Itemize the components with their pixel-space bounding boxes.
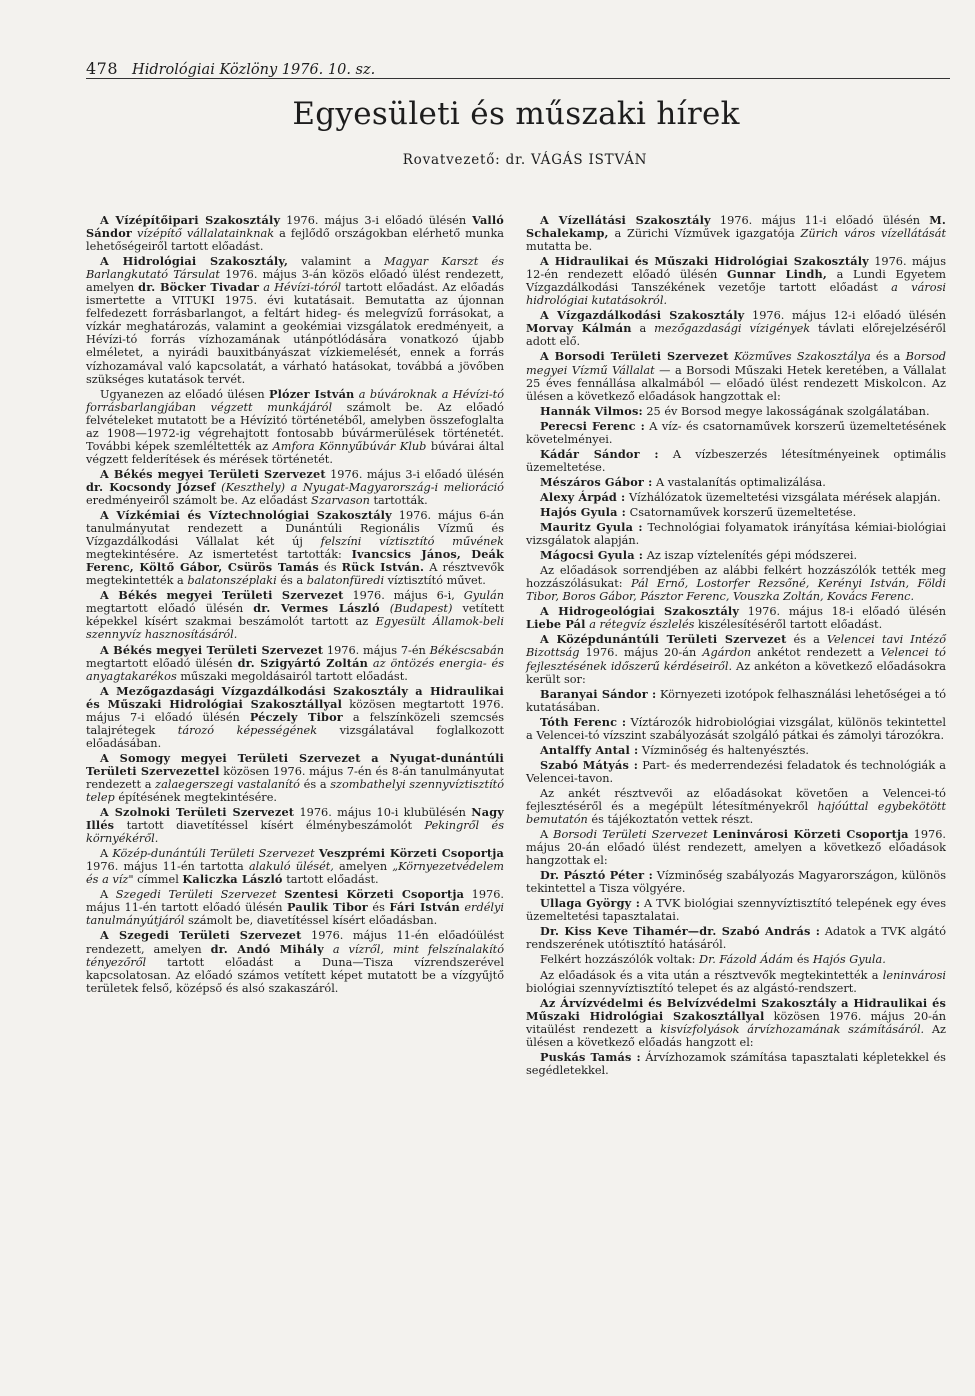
text-run: megtartott előadó ülésén (86, 656, 238, 670)
text-run: valamint a (288, 255, 385, 269)
text-run: Csatornaművek korszerű üzemeltetése. (626, 505, 857, 519)
text-run: Víztározók hidrobiológiai vizsgálat, különös tekintettel a Velencei-tó vízszint szabályozását szolgáló pátkai és zámolyi tározókra. (526, 715, 946, 742)
bold-run: Mauritz Gyula : (540, 520, 643, 535)
news-paragraph (526, 405, 946, 418)
text-run: címmel (133, 873, 183, 887)
text-run: a felszínközeli szemcsés talajrétegek (86, 710, 504, 737)
bold-run: Puskás Tamás : (540, 1049, 641, 1064)
news-paragraph (526, 759, 946, 785)
bold-run: Veszprémi Körzeti Csoportja (318, 846, 504, 861)
text-run: Felkért hozzászólók voltak: (540, 953, 700, 967)
news-paragraph (526, 476, 946, 489)
text-run: és a (870, 350, 906, 364)
text-run: 1976. május 11-én tartotta (86, 860, 249, 874)
text-run: és a (299, 777, 331, 791)
news-paragraph (526, 214, 946, 253)
text-run: A vastalanítás optimalizálása. (652, 475, 826, 489)
news-paragraph (526, 420, 946, 446)
text-run: 1976. május 3-án közös előadó ülést rendezett, amelyen (86, 268, 505, 295)
news-paragraph (526, 506, 946, 519)
text-run: biológiai szennyvíztisztító telepet és az algástó-rendszert. (526, 981, 857, 995)
news-paragraph (526, 869, 946, 895)
news-paragraph (86, 255, 504, 385)
bold-run: Hajós Gyula : (540, 504, 626, 519)
italic-run: az öntözés energia- és anyagtakarékos (86, 656, 504, 683)
italic-run: a Hévízi-tóról (263, 281, 342, 295)
italic-run: felszíni víztisztító művének (320, 535, 504, 549)
text-run: 1976. május 11-én előadóülést rendezett, amelyen (86, 929, 504, 956)
text-run: tartott előadást a Duna—Tisza vízrendszerével kapcsolatosan. Az előadó számos vetített képet mutatott be a vízgyűjtő területek felső, középső és alsó szakaszáról. (86, 955, 504, 995)
bold-run: Az Árvízvédelmi és Belvízvédelmi Szakosztály a Hidraulikai és Műszaki Hidrológiai Szakosztállyal (526, 995, 946, 1023)
text-run: Adatok a TVK algátó rendszerének utótisztító hatásáról. (526, 925, 946, 952)
bold-run: dr. Andó Mihály (210, 941, 324, 956)
text-run: 1976. május 20-án (579, 646, 703, 660)
news-paragraph (526, 448, 946, 474)
bold-run: Kádár Sándor : (540, 446, 659, 461)
bold-run: Dr. Kiss Keve Tihamér—dr. Szabó András : (540, 924, 821, 939)
text-run: víztisztító művet. (384, 574, 486, 588)
italic-run: balatonfüredi (306, 574, 385, 588)
text-run: tartott diavetítéssel kísért élménybeszámolót (114, 819, 425, 833)
italic-run: szombathelyi szennyvíztisztító telep (86, 777, 504, 805)
news-paragraph (526, 897, 946, 923)
bold-run: Baranyai Sándor : (540, 686, 657, 701)
italic-run: kisvízfolyások árvízhozamának számításáról. (660, 1022, 925, 1036)
text-run: és a (276, 574, 307, 588)
news-paragraph (86, 752, 504, 804)
bold-run: Antalffy Antal : (540, 742, 639, 757)
bold-run: Mészáros Gábor : (540, 474, 653, 489)
bold-run: Ivancsics János, Deák Ferenc, Költő Gábor, Csürös Tamás (86, 547, 504, 575)
bold-run: Rück István. (341, 560, 425, 575)
bold-run: A Hidrológiai Szakosztály, (100, 254, 289, 269)
text-run: vetített képekkel kísért szakmai beszámolót tartott az (86, 602, 504, 629)
bold-run: dr. Böcker Tivadar (138, 280, 260, 295)
bold-run: Paulik Tibor (287, 900, 368, 915)
text-run: és a (786, 633, 827, 647)
section-title: Egyesületi és műszaki hírek (292, 96, 740, 132)
news-paragraph (526, 716, 946, 742)
bold-run: dr. Kocsondy József (86, 479, 216, 494)
bold-run: Mágocsi Gyula : (540, 548, 644, 563)
bold-run: Plózer István (268, 386, 355, 401)
news-paragraph (86, 888, 504, 927)
text-run: Vízminőség és haltenyésztés. (638, 743, 809, 757)
text-run: Az ülésen a következő előadás hangzott el: (526, 1022, 947, 1049)
bold-run: A Borsodi Területi Szervezet (540, 349, 729, 364)
page-number: 478 (86, 59, 119, 78)
italic-run: Szegedi Területi Szervezet (115, 888, 277, 902)
bold-run: A Békés megyei Területi Szervezet (100, 642, 324, 657)
italic-run: vízépítő vállalatainknak (137, 227, 275, 241)
italic-run: Pekingről és környékéről. (86, 819, 505, 846)
italic-run: Közép-dunántúli Területi Szervezet (112, 847, 315, 861)
text-run: 1976. május 18-i előadó ülésén (739, 605, 946, 619)
italic-run: (Keszthely) a Nyugat-Magyarország-i melioráció (221, 480, 504, 494)
bold-run: A Szolnoki Területi Szervezet (100, 805, 295, 820)
text-run: a Zürichi Vízművek igazgatója (608, 227, 801, 241)
bold-run: Péczely Tibor (249, 709, 343, 724)
text-run: Az előadások és a vita után a résztvevők megtekintették a (540, 968, 883, 982)
italic-run: a vízről, mint felszínalakító tényezőről (86, 942, 504, 969)
text-run (324, 943, 333, 956)
italic-run: leninvárosi (882, 968, 946, 982)
bold-run: Leninvárosi Körzeti Csoportja (712, 827, 909, 842)
bold-run: A Mezőgazdasági Vízgazdálkodási Szakosztály a Hidraulikai és Műszaki Hidrológiai Szakosztállyal (86, 683, 504, 711)
text-run: a fejlődő országokban elérhető munka lehetőségeiről tartott előadást. (86, 227, 505, 254)
news-paragraph (86, 388, 504, 466)
text-run: Környezeti izotópok felhasználási lehetőségei a tó kutatásában. (526, 687, 946, 714)
bold-run: Nagy Illés (86, 805, 505, 833)
news-paragraph (526, 605, 946, 631)
text-run: 1976. május 12-én rendezett előadó ülésén (526, 255, 946, 282)
italic-run: a búvároknak a Hévízi-tó forrásbarlangjában végzett munkájáról (86, 387, 505, 414)
text-run: számolt be. Az előadó felvételeket mutatott be a Hévízitó történetéből, amelyben összefoglalta az 1908—1972-ig végrehajtott fontosabb búvármerülések történetét. További képek szemléltették az (86, 400, 504, 453)
text-run: megtartott előadó ülésén (86, 602, 254, 616)
text-run: Az ankéton a következő előadásokra került sor: (526, 659, 946, 686)
italic-run: Magyar Karszt és Barlangkutató Társulat (86, 255, 504, 282)
italic-run: Borsod megyei Vízmű Vállalat (526, 350, 946, 377)
bold-run: A Békés megyei Területi Szervezet (100, 588, 344, 603)
italic-run: Közműves Szakosztálya (733, 350, 871, 364)
news-paragraph (526, 309, 946, 348)
bold-run: Szentesi Körzeti Csoportja (284, 887, 465, 902)
news-paragraph (86, 685, 504, 750)
news-paragraph (86, 644, 504, 683)
news-paragraph (526, 633, 946, 685)
italic-run: Hajós Gyula. (812, 953, 886, 967)
text-run: 1976. május 6-án tanulmányutat rendezett a Dunántúli Regionális Vízmű és Vízgazdálkodási Vállalat két új (86, 509, 504, 549)
bold-run: A Somogy megyei Területi Szervezet a Nyugat-dunántúli Területi Szervezettel (86, 750, 504, 778)
italic-run: alakuló ülését, (248, 860, 334, 874)
bold-run: dr. Vermes László (253, 601, 380, 616)
bold-run: A Hidraulikai és Műszaki Hidrológiai Szakosztály (540, 254, 869, 269)
text-run: vizsgálatával foglalkozott előadásában. (86, 723, 504, 750)
italic-run: „Környezetvédelem és a víz" (86, 860, 504, 887)
text-run: és (793, 953, 813, 967)
news-paragraph (526, 1051, 946, 1077)
italic-run: a városi hidrológiai kutatásokról. (526, 281, 947, 308)
right-column (526, 214, 946, 1079)
italic-run: Agárdon (702, 646, 752, 660)
text-run: búvárai által végzett felderítések és mérések történetét. (86, 439, 505, 466)
journal-title: Hidrológiai Közlöny 1976. 10. sz. (132, 62, 376, 78)
bold-run: A Szegedi Területi Szervezet (100, 928, 302, 943)
text-run: és (318, 561, 342, 575)
bold-run: Fári István (389, 900, 460, 915)
text-run: — a Borsodi Műszaki Hetek keretében, a Vállalat 25 éves fennállása alkalmából — előadó ülést rendezett Miskolcon. Az ülésen a következő előadások hangzottak el: (526, 363, 946, 403)
bold-run: dr. Szigyártó Zoltán (237, 655, 368, 670)
text-run: tartott előadást. Az előadás ismertette a VITUKI 1975. évi kutatásait. Bemutatta az újonnan felfedezett forrásbarlangot, a feltárt hideg- és melegvízű forrásokat, a vízkár meghatározás, valamint a geokémiai vizsgálatok eredményeit, a Hévízi-tó forrás vízhozamának utánpótlódására vonatkozó újabb elméletet, a nyirádi bauxitbányászat vízkiemelését, ennek a forrás vízhozamával való kapcsolatát, a várható hatásokat, továbbá a jövőben szükséges kutatások tervét. (86, 281, 504, 386)
news-paragraph (526, 564, 946, 603)
news-paragraph (526, 828, 946, 867)
bold-run: M. Schalekamp, (526, 213, 946, 241)
italic-run: zalaegerszegi vastalanító (155, 777, 300, 791)
text-run: 25 év Borsod megye lakosságának szolgálatában. (642, 404, 930, 418)
left-column (86, 214, 504, 997)
news-paragraph (526, 688, 946, 714)
bold-run: Morvay Kálmán (526, 321, 632, 336)
news-paragraph (86, 589, 504, 641)
news-paragraph (526, 255, 946, 307)
text-run: 1976. május 11-i előadó ülésén (710, 214, 930, 227)
text-run: közösen megtartott 1976. május 7-i előadó ülésén (86, 697, 505, 724)
text-run: 1976. május 12-i előadó ülésén (744, 309, 946, 323)
text-run: megtekintésére. Az ismertetést tartották: (86, 548, 352, 562)
italic-run: Amfora Könnyűbúvár Klub (272, 439, 427, 453)
text-run: A (100, 888, 116, 902)
text-run: A víz- és csatornaművek korszerű üzemeltetésének követelményei. (526, 419, 946, 446)
bold-run: Kaliczka László (182, 872, 283, 887)
text-run: eredményeiről számolt be. Az előadást (86, 493, 312, 507)
text-run: tartották. (369, 493, 428, 507)
text-run: 1976. május 10-i klubülésén (294, 806, 472, 820)
text-run: ankétot rendezett a (751, 646, 881, 660)
text-run: mutatta be. (526, 240, 593, 254)
text-run: amelyen (333, 860, 393, 874)
bold-run: A Vízkémiai és Víztechnológiai Szakosztály (100, 508, 392, 523)
italic-run: mezőgazdasági vízigények (654, 322, 811, 336)
text-run: 1976. május 11-én tartott előadó ülésén (86, 888, 505, 915)
italic-run: hajóúttal egybekötött bemutatón (526, 799, 946, 827)
text-run: és (367, 901, 390, 915)
text-run: építésének megtekintésére. (114, 791, 277, 805)
bold-run: Dr. Pásztó Péter : (540, 868, 653, 883)
text-run: tartott előadást. (282, 873, 379, 887)
news-paragraph (526, 491, 946, 504)
text-run: A (100, 847, 113, 861)
header-rule (86, 78, 950, 79)
italic-run: Velencei tavi Intéző Bizottság (526, 633, 946, 660)
news-paragraph (86, 847, 504, 886)
bold-run: Liebe Pál (526, 617, 586, 632)
bold-run: A Vízellátási Szakosztály (540, 213, 711, 227)
italic-run: balatonszéplaki (187, 574, 277, 588)
italic-run: Pál Ernő, Lostorfer Rezsőné, Kerényi István, Földi Tibor, Boros Gábor, Pásztor Ferenc, Vouszka Zoltán, Kovács Ferenc. (526, 577, 946, 604)
bold-run: A Békés megyei Területi Szervezet (100, 466, 326, 481)
text-run: kiszélesítéséről tartott előadást. (694, 618, 883, 632)
text-run: távlati előrejelzéséről adott elő. (526, 322, 947, 349)
text-run: A résztvevők megtekintették a (86, 561, 505, 588)
text-run: műszaki megoldásairól tartott előadást. (176, 669, 408, 683)
news-paragraph (526, 787, 946, 826)
news-paragraph (86, 929, 504, 994)
text-run: Ugyanezen az előadó ülésen (100, 387, 269, 401)
bold-run: A Középdunántúli Területi Szervezet (540, 632, 787, 647)
news-paragraph (526, 744, 946, 757)
italic-run: a rétegvíz észlelés (589, 618, 695, 632)
text-run: Technológiai folyamatok irányítása kémiai-biológiai vizsgálatok alapján. (526, 521, 946, 548)
text-run: közösen 1976. május 7-én és 8-án tanulmányutat rendezett a (86, 764, 504, 791)
text-run: A (540, 828, 554, 842)
news-paragraph (526, 925, 946, 951)
text-run: Az iszap víztelenítés gépi módszerei. (643, 549, 858, 563)
news-paragraph (526, 549, 946, 562)
news-paragraph (86, 806, 504, 845)
bold-run: Gunnar Lindh, (726, 267, 827, 282)
news-paragraph (526, 521, 946, 547)
bold-run: Valló Sándor (86, 213, 504, 241)
news-paragraph (86, 468, 504, 507)
news-paragraph (526, 969, 946, 995)
text-run: 1976. május 20-án előadó ülést rendezett, amelyen a következő előadások hangzottak el: (526, 828, 947, 868)
italic-run: erdélyi tanulmányútjáról (86, 901, 504, 928)
text-run: Part- és mederrendezési feladatok és technológiák a Velencei-tavon. (526, 758, 947, 785)
text-run: Vízhálózatok üzemeltetési vizsgálata mérések alapján. (625, 490, 941, 504)
news-paragraph (526, 350, 946, 402)
bold-run: Tóth Ferenc : (540, 714, 627, 729)
bold-run: Szabó Mátyás : (540, 757, 639, 772)
text-run: közösen 1976. május 20-án vitaülést rendezett a (526, 1009, 946, 1036)
text-run: Árvízhozamok számítása tapasztalati képletekkel és segédletekkel. (526, 1050, 946, 1077)
text-run: a Lundi Egyetem Vízgazdálkodási Tanszékének vezetője tartott előadást (526, 268, 947, 295)
news-paragraph (526, 953, 946, 966)
italic-run: Velencei tó fejlesztésének időszerű kérdéseiről. (526, 646, 946, 673)
text-run: Vízminőség szabályozás Magyarországon, különös tekintettel a Tisza völgyére. (526, 869, 947, 896)
text-run: 1976. május 3-i előadó ülésén (325, 467, 504, 481)
running-header (86, 52, 946, 78)
text-run: 1976. május 7-én (323, 643, 430, 657)
italic-run: Zürich város vízellátását (800, 227, 946, 241)
italic-run: Borsodi Területi Szervezet (553, 828, 708, 842)
bold-run: A Vízépítőipari Szakosztály (100, 213, 281, 227)
bold-run: Perecsi Ferenc : (540, 418, 645, 433)
bold-run: Hannák Vilmos: (540, 403, 643, 418)
text-run (380, 602, 390, 615)
news-paragraph (86, 214, 504, 253)
italic-run: Gyulán (463, 589, 504, 603)
section-editor: Rovatvezető: dr. VÁGÁS ISTVÁN (402, 152, 648, 168)
text-run: A TVK biológiai szennyvíztisztító telepének egy éves üzemeltetési tapasztalatai. (526, 897, 946, 924)
text-run: 1976. május 6-i, (343, 589, 464, 603)
italic-run: (Budapest) (389, 602, 453, 616)
bold-run: Ullaga György : (540, 896, 641, 911)
italic-run: Dr. Fázold Ádám (699, 953, 794, 967)
italic-run: Szarvason (311, 493, 370, 507)
bold-run: Alexy Árpád : (540, 489, 626, 504)
news-paragraph (526, 997, 946, 1049)
bold-run: A Hidrogeológiai Szakosztály (540, 604, 740, 619)
text-run: számolt be, diavetítéssel kísért előadásban. (184, 914, 438, 928)
text-run: a (631, 322, 655, 336)
text-run: és tájékoztatón vettek részt. (587, 813, 754, 827)
text-run: Az ankét résztvevői az előadásokat követően a Velencei-tó fejlesztéséről és a megépült létesítményekről (526, 786, 946, 813)
italic-run: tározó képességének (177, 723, 318, 737)
italic-run: Egyesült Államok-beli szennyvíz hasznosításáról. (86, 615, 504, 642)
bold-run: A Vízgazdálkodási Szakosztály (540, 308, 745, 323)
news-paragraph (86, 509, 504, 587)
text-run: A vízbeszerzés létesítményeinek optimális üzemeltetése. (526, 447, 946, 474)
text-run: 1976. május 3-i előadó ülésén (280, 214, 473, 227)
text-run: Az előadások sorrendjében az alábbi felkért hozzászólók tették meg hozzászólásukat: (526, 564, 946, 591)
italic-run: Békéscsabán (429, 643, 504, 657)
